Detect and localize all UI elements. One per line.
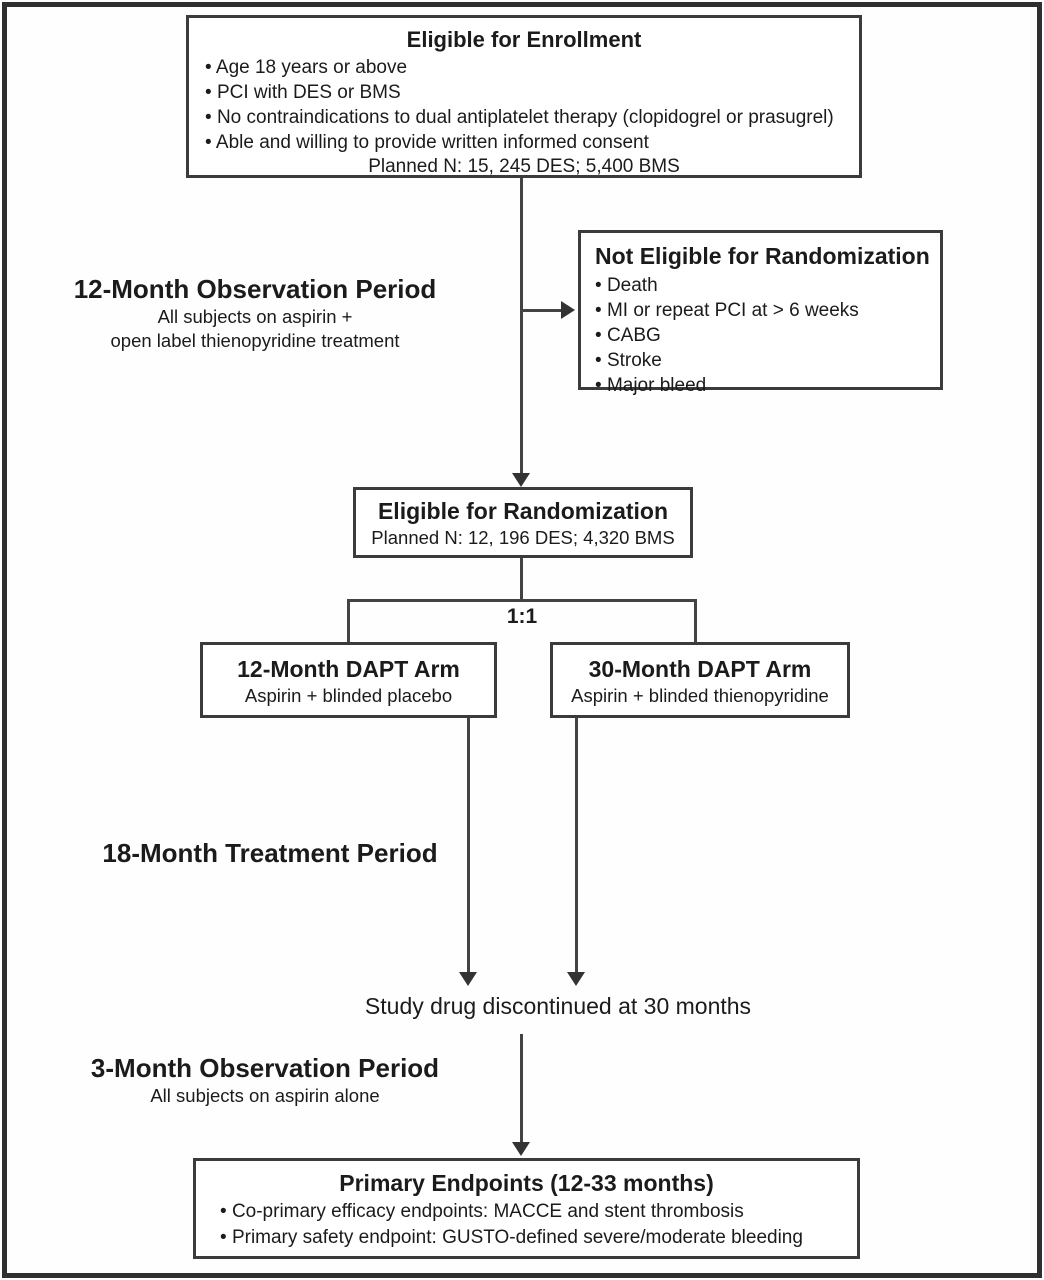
randomization-box xyxy=(353,487,693,558)
split-bracket-line xyxy=(347,599,350,643)
list-item: • CABG xyxy=(595,323,940,348)
list-item: • Death xyxy=(595,273,940,298)
arm-12-month-box xyxy=(200,642,497,718)
enrollment-planned-n: Planned N: 15, 245 DES; 5,400 BMS xyxy=(368,156,680,177)
period-subtitle: All subjects on aspirin + xyxy=(157,306,353,327)
not-eligible-box xyxy=(578,230,943,396)
endpoints-title: Primary Endpoints (12-33 months) xyxy=(339,1170,714,1196)
list-item: • MI or repeat PCI at > 6 weeks xyxy=(595,298,940,323)
arrow-right-icon xyxy=(561,301,575,319)
endpoints-list xyxy=(196,1199,857,1251)
list-item: • Stroke xyxy=(595,348,940,373)
period-title: 12-Month Observation Period xyxy=(73,274,437,304)
arrow-down-icon xyxy=(512,1142,530,1156)
arm-30-month-box xyxy=(550,642,850,718)
period-subtitle: All subjects on aspirin alone xyxy=(150,1085,380,1106)
arm-title: 30-Month DAPT Arm xyxy=(588,656,812,682)
arrow-down-icon xyxy=(512,473,530,487)
connector-line xyxy=(467,718,470,972)
randomization-ratio-label: 1:1 xyxy=(506,605,538,628)
connector-line xyxy=(520,558,523,601)
connector-line xyxy=(520,178,523,474)
treatment-18-label xyxy=(75,838,465,869)
list-item: • No contraindications to dual antiplatelet therapy (clopidogrel or prasugrel) xyxy=(205,105,859,130)
connector-line xyxy=(575,718,578,972)
connector-line xyxy=(522,309,562,312)
enrollment-criteria-list xyxy=(189,55,859,155)
list-item: • Age 18 years or above xyxy=(205,55,859,80)
primary-endpoints-box xyxy=(193,1158,860,1259)
split-bracket-line xyxy=(347,599,697,602)
enrollment-title: Eligible for Enrollment xyxy=(406,27,642,52)
arm-subtitle: Aspirin + blinded placebo xyxy=(244,685,453,706)
arm-subtitle: Aspirin + blinded thienopyridine xyxy=(571,685,829,706)
arrow-down-icon xyxy=(567,972,585,986)
list-item: • Major bleed xyxy=(595,373,940,398)
observation-3-label xyxy=(70,1053,460,1108)
list-item: • Primary safety endpoint: GUSTO-defined severe/moderate bleeding xyxy=(220,1225,857,1251)
split-bracket-line xyxy=(694,599,697,643)
enrollment-box xyxy=(186,15,862,178)
list-item: • PCI with DES or BMS xyxy=(205,80,859,105)
period-title: 18-Month Treatment Period xyxy=(102,838,438,868)
randomization-title: Eligible for Randomization xyxy=(377,498,669,524)
not-eligible-list xyxy=(581,273,940,398)
list-item: • Co-primary efficacy endpoints: MACCE and stent thrombosis xyxy=(220,1199,857,1225)
arrow-down-icon xyxy=(459,972,477,986)
period-subtitle: open label thienopyridine treatment xyxy=(110,330,400,351)
not-eligible-title: Not Eligible for Randomization xyxy=(595,243,930,269)
observation-12-label xyxy=(62,274,448,353)
discontinuation-note: Study drug discontinued at 30 months xyxy=(364,993,752,1019)
connector-line xyxy=(520,1034,523,1142)
randomization-planned-n: Planned N: 12, 196 DES; 4,320 BMS xyxy=(371,527,675,548)
list-item: • Able and willing to provide written informed consent xyxy=(205,130,859,155)
period-title: 3-Month Observation Period xyxy=(90,1053,440,1083)
arm-title: 12-Month DAPT Arm xyxy=(237,656,460,682)
